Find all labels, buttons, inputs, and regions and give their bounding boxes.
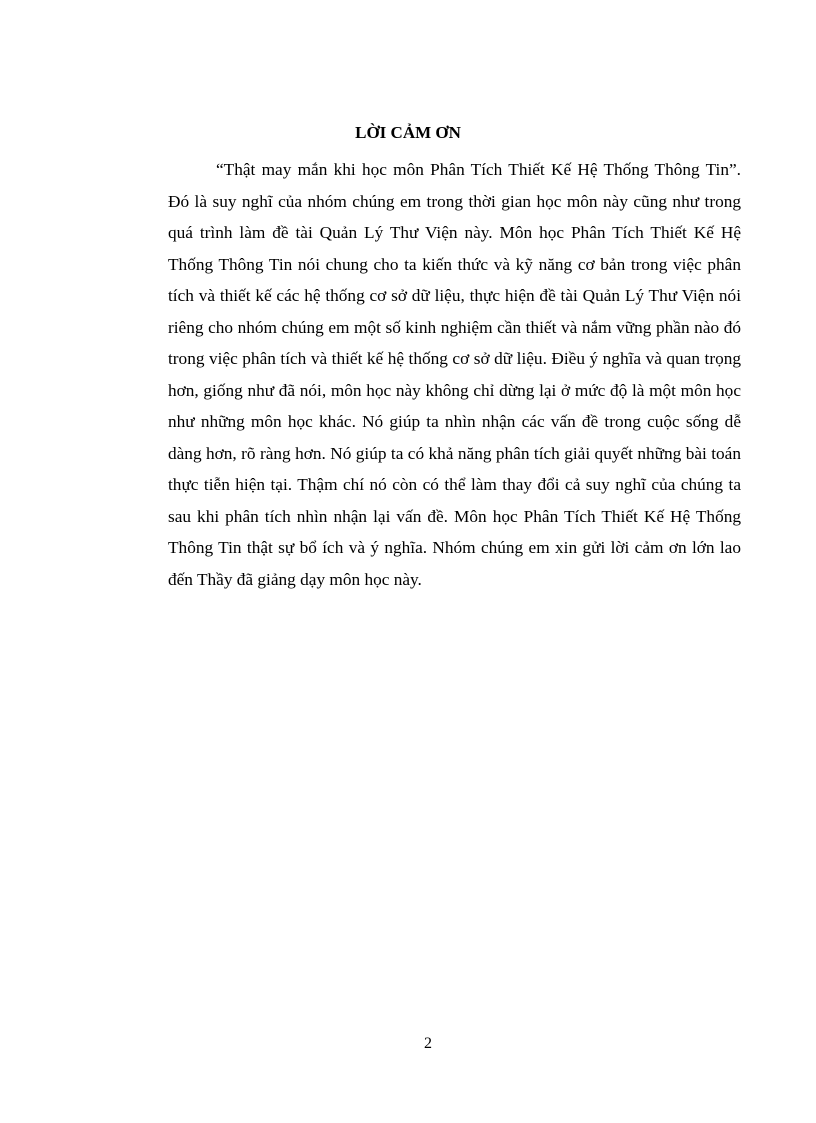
page-title: LỜI CẢM ƠN xyxy=(355,123,461,142)
page-number: 2 xyxy=(424,1035,432,1052)
acknowledgement-paragraph: “Thật may mắn khi học môn Phân Tích Thiết Kế Hệ Thống Thông Tin”. Đó là suy nghĩ của nhóm chúng em trong thời gian học môn này cũng như trong quá trình làm đề tài Quản Lý Thư Viện này. Môn học Phân Tích Thiết Kế Hệ Thống Thông Tin nói chung cho ta kiến thức và kỹ năng cơ bản trong việc phân tích và thiết kế các hệ thống cơ sở dữ liệu, thực hiện đề tài Quản Lý Thư Viện nói riêng cho nhóm chúng em một số kinh nghiệm cần thiết và nắm vững phần nào đó trong việc phân tích và thiết kế hệ thống cơ sở dữ liệu. Điều ý nghĩa và quan trọng hơn, giống như đã nói, môn học này không chỉ dừng lại ở mức độ là một môn học như những môn học khác. Nó giúp ta nhìn nhận các vấn đề trong cuộc sống dễ dàng hơn, rõ ràng hơn. Nó giúp ta có khả năng phân tích giải quyết những bài toán thực tiễn hiện tại. Thậm chí nó còn có thể làm thay đổi cả suy nghĩ của chúng ta sau khi phân tích nhìn nhận lại vấn đề. Môn học Phân Tích Thiết Kế Hệ Thống Thông Tin thật sự bổ ích và ý nghĩa. Nhóm chúng em xin gửi lời cảm ơn lớn lao đến Thầy đã giảng dạy môn học này. xyxy=(168,160,741,589)
